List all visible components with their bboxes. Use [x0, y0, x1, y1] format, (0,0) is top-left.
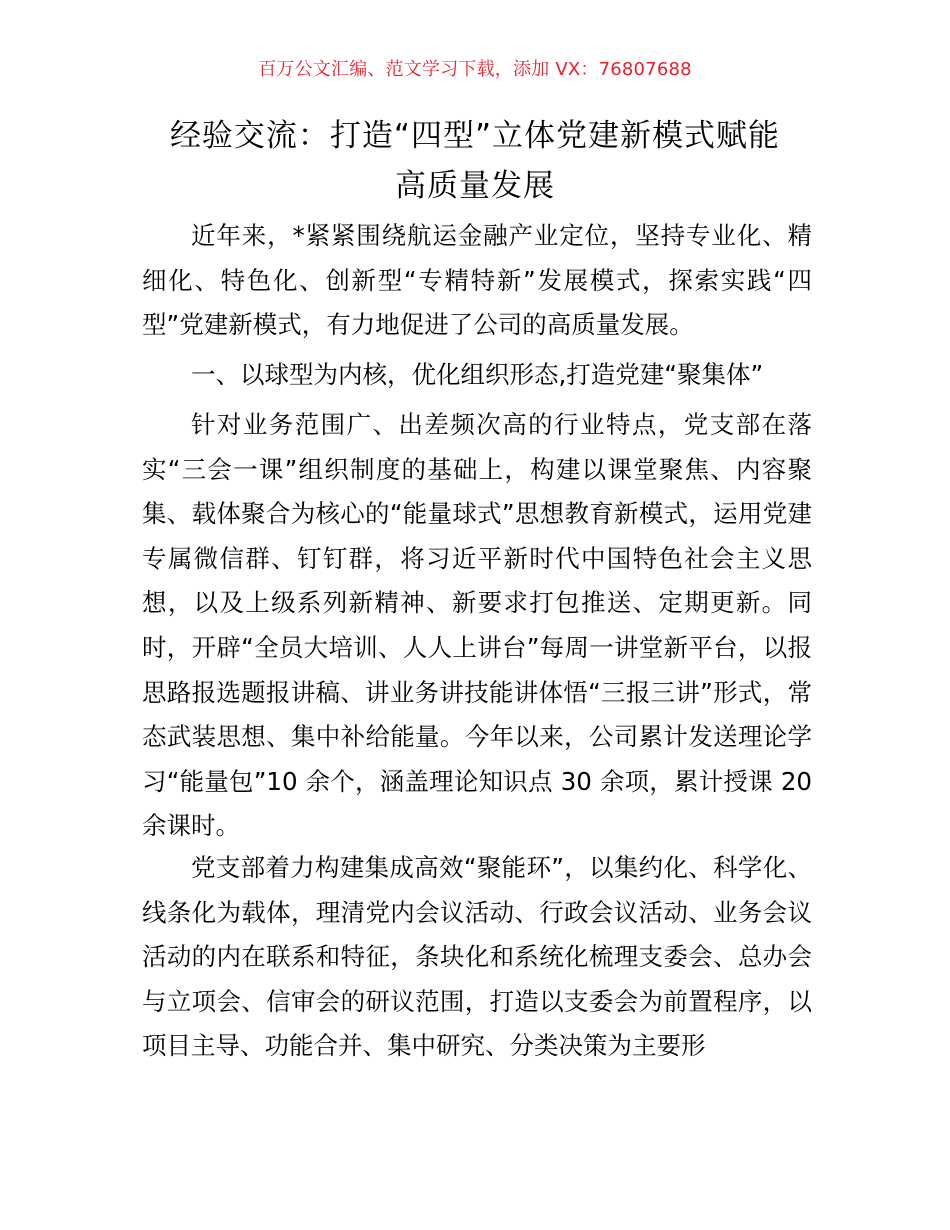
paragraph-intro: 近年来，*紧紧围绕航运金融产业定位，坚持专业化、精细化、特色化、创新型“专精特新”发展模式，探索实践“四型”党建新模式，有力地促进了公司的高质量发展。 [142, 221, 812, 340]
header-contact-note: 百万公文汇编、范文学习下载，添加 VX：76807688 [258, 59, 692, 80]
paragraph-body-2: 党支部着力构建集成高效“聚能环”，以集约化、科学化、线条化为载体，理清党内会议活动、行政会议活动、业务会议活动的内在联系和特征，条块化和系统化梳理支委会、总办会与立项会、信审会的研议范围，打造以支委会为前置程序，以项目主导、功能合并、集中研究、分类决策为主要形 [142, 853, 812, 1061]
page-title [0, 111, 950, 211]
title-line-1: 经验交流：打造“四型”立体党建新模式赋能 [169, 118, 781, 154]
paragraph-body-1: 针对业务范围广、出差频次高的行业特点，党支部在落实“三会一课”组织制度的基础上，构建以课堂聚焦、内容聚集、载体聚合为核心的“能量球式”思想教育新模式，运用党建专属微信群、钉钉群，将习近平新时代中国特色社会主义思想，以及上级系列新精神、新要求打包推送、定期更新。同时，开辟“全员大培训、人人上讲台”每周一讲堂新平台，以报思路报选题报讲稿、讲业务讲技能讲体悟“三报三讲”形式，常态武装思想、集中补给能量。今年以来，公司累计发送理论学习“能量包”10 余个，涵盖理论知识点 30 余项，累计授课 20 余课时。 [142, 410, 812, 841]
section-heading-1: 一、以球型为内核，优化组织形态,打造党建“聚集体” [191, 360, 764, 389]
title-line-2: 高质量发展 [395, 168, 555, 204]
